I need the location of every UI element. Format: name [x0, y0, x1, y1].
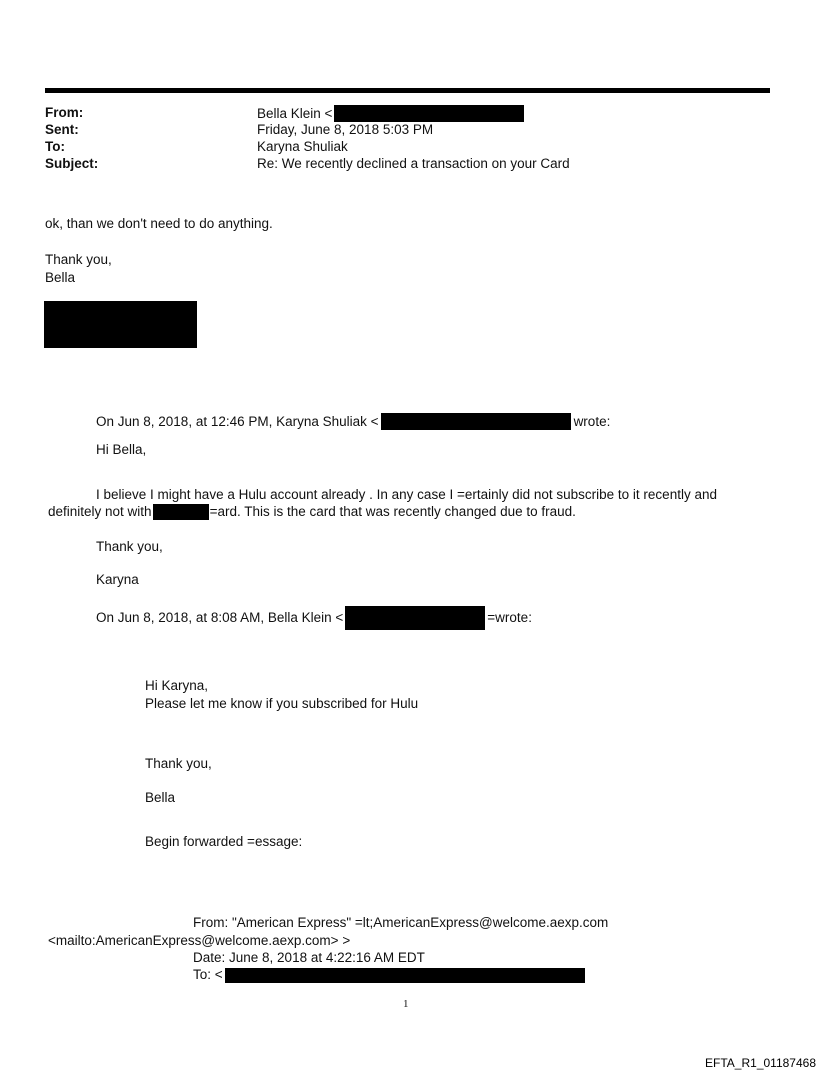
- forward-label: Begin forwarded =essage:: [145, 834, 303, 849]
- redaction: [345, 606, 485, 630]
- reply1-paragraph: I believe I might have a Hulu account already . In any case I =ertainly did not subscribe to it recently and: [96, 487, 717, 502]
- redaction: [225, 968, 585, 983]
- reply1-signature: Karyna: [96, 572, 139, 587]
- sent-value: Friday, June 8, 2018 5:03 PM: [257, 122, 434, 137]
- reply1-greeting: Hi Bella,: [96, 442, 147, 457]
- forwarded-to: To: <: [193, 967, 223, 982]
- redaction: [44, 301, 197, 348]
- page-number: 1: [403, 998, 409, 1010]
- forwarded-date: Date: June 8, 2018 at 4:22:16 AM EDT: [193, 950, 425, 965]
- reply1-paragraph-cont: definitely not with: [48, 504, 152, 519]
- forwarded-mailto: <mailto:AmericanExpress@welcome.aexp.com> >: [48, 933, 351, 948]
- reply1-intro: On Jun 8, 2018, at 12:46 PM, Karyna Shuliak <: [96, 413, 379, 429]
- redaction: [334, 105, 524, 122]
- document-id: EFTA_R1_01187468: [705, 1056, 816, 1070]
- subject-value: Re: We recently declined a transaction on your Card: [257, 156, 570, 171]
- to-label: To:: [45, 139, 65, 154]
- header-rule: [45, 88, 770, 93]
- reply2-intro-end: =wrote:: [487, 610, 532, 625]
- reply2-greeting: Hi Karyna,: [145, 678, 209, 693]
- body-line: ok, than we don't need to do anything.: [45, 216, 273, 231]
- reply2-line: Please let me know if you subscribed for Hulu: [145, 696, 419, 711]
- redaction: [381, 413, 571, 430]
- from-label: From:: [45, 105, 84, 120]
- reply1-paragraph-end: =ard. This is the card that was recently changed due to fraud.: [209, 504, 576, 519]
- reply1-intro-end: wrote:: [573, 413, 611, 429]
- forwarded-from: From: "American Express" =lt;AmericanExpress@welcome.aexp.com: [193, 915, 609, 930]
- reply1-thanks: Thank you,: [96, 539, 163, 554]
- body-thanks: Thank you,: [45, 252, 112, 267]
- from-value: Bella Klein <: [257, 105, 333, 121]
- body-signature: Bella: [45, 270, 76, 285]
- sent-label: Sent:: [45, 122, 79, 137]
- reply2-thanks: Thank you,: [145, 756, 212, 771]
- subject-label: Subject:: [45, 156, 99, 171]
- redaction: [153, 504, 209, 520]
- reply2-intro: On Jun 8, 2018, at 8:08 AM, Bella Klein <: [96, 610, 344, 625]
- to-value: Karyna Shuliak: [257, 139, 348, 154]
- reply2-signature: Bella: [145, 790, 176, 805]
